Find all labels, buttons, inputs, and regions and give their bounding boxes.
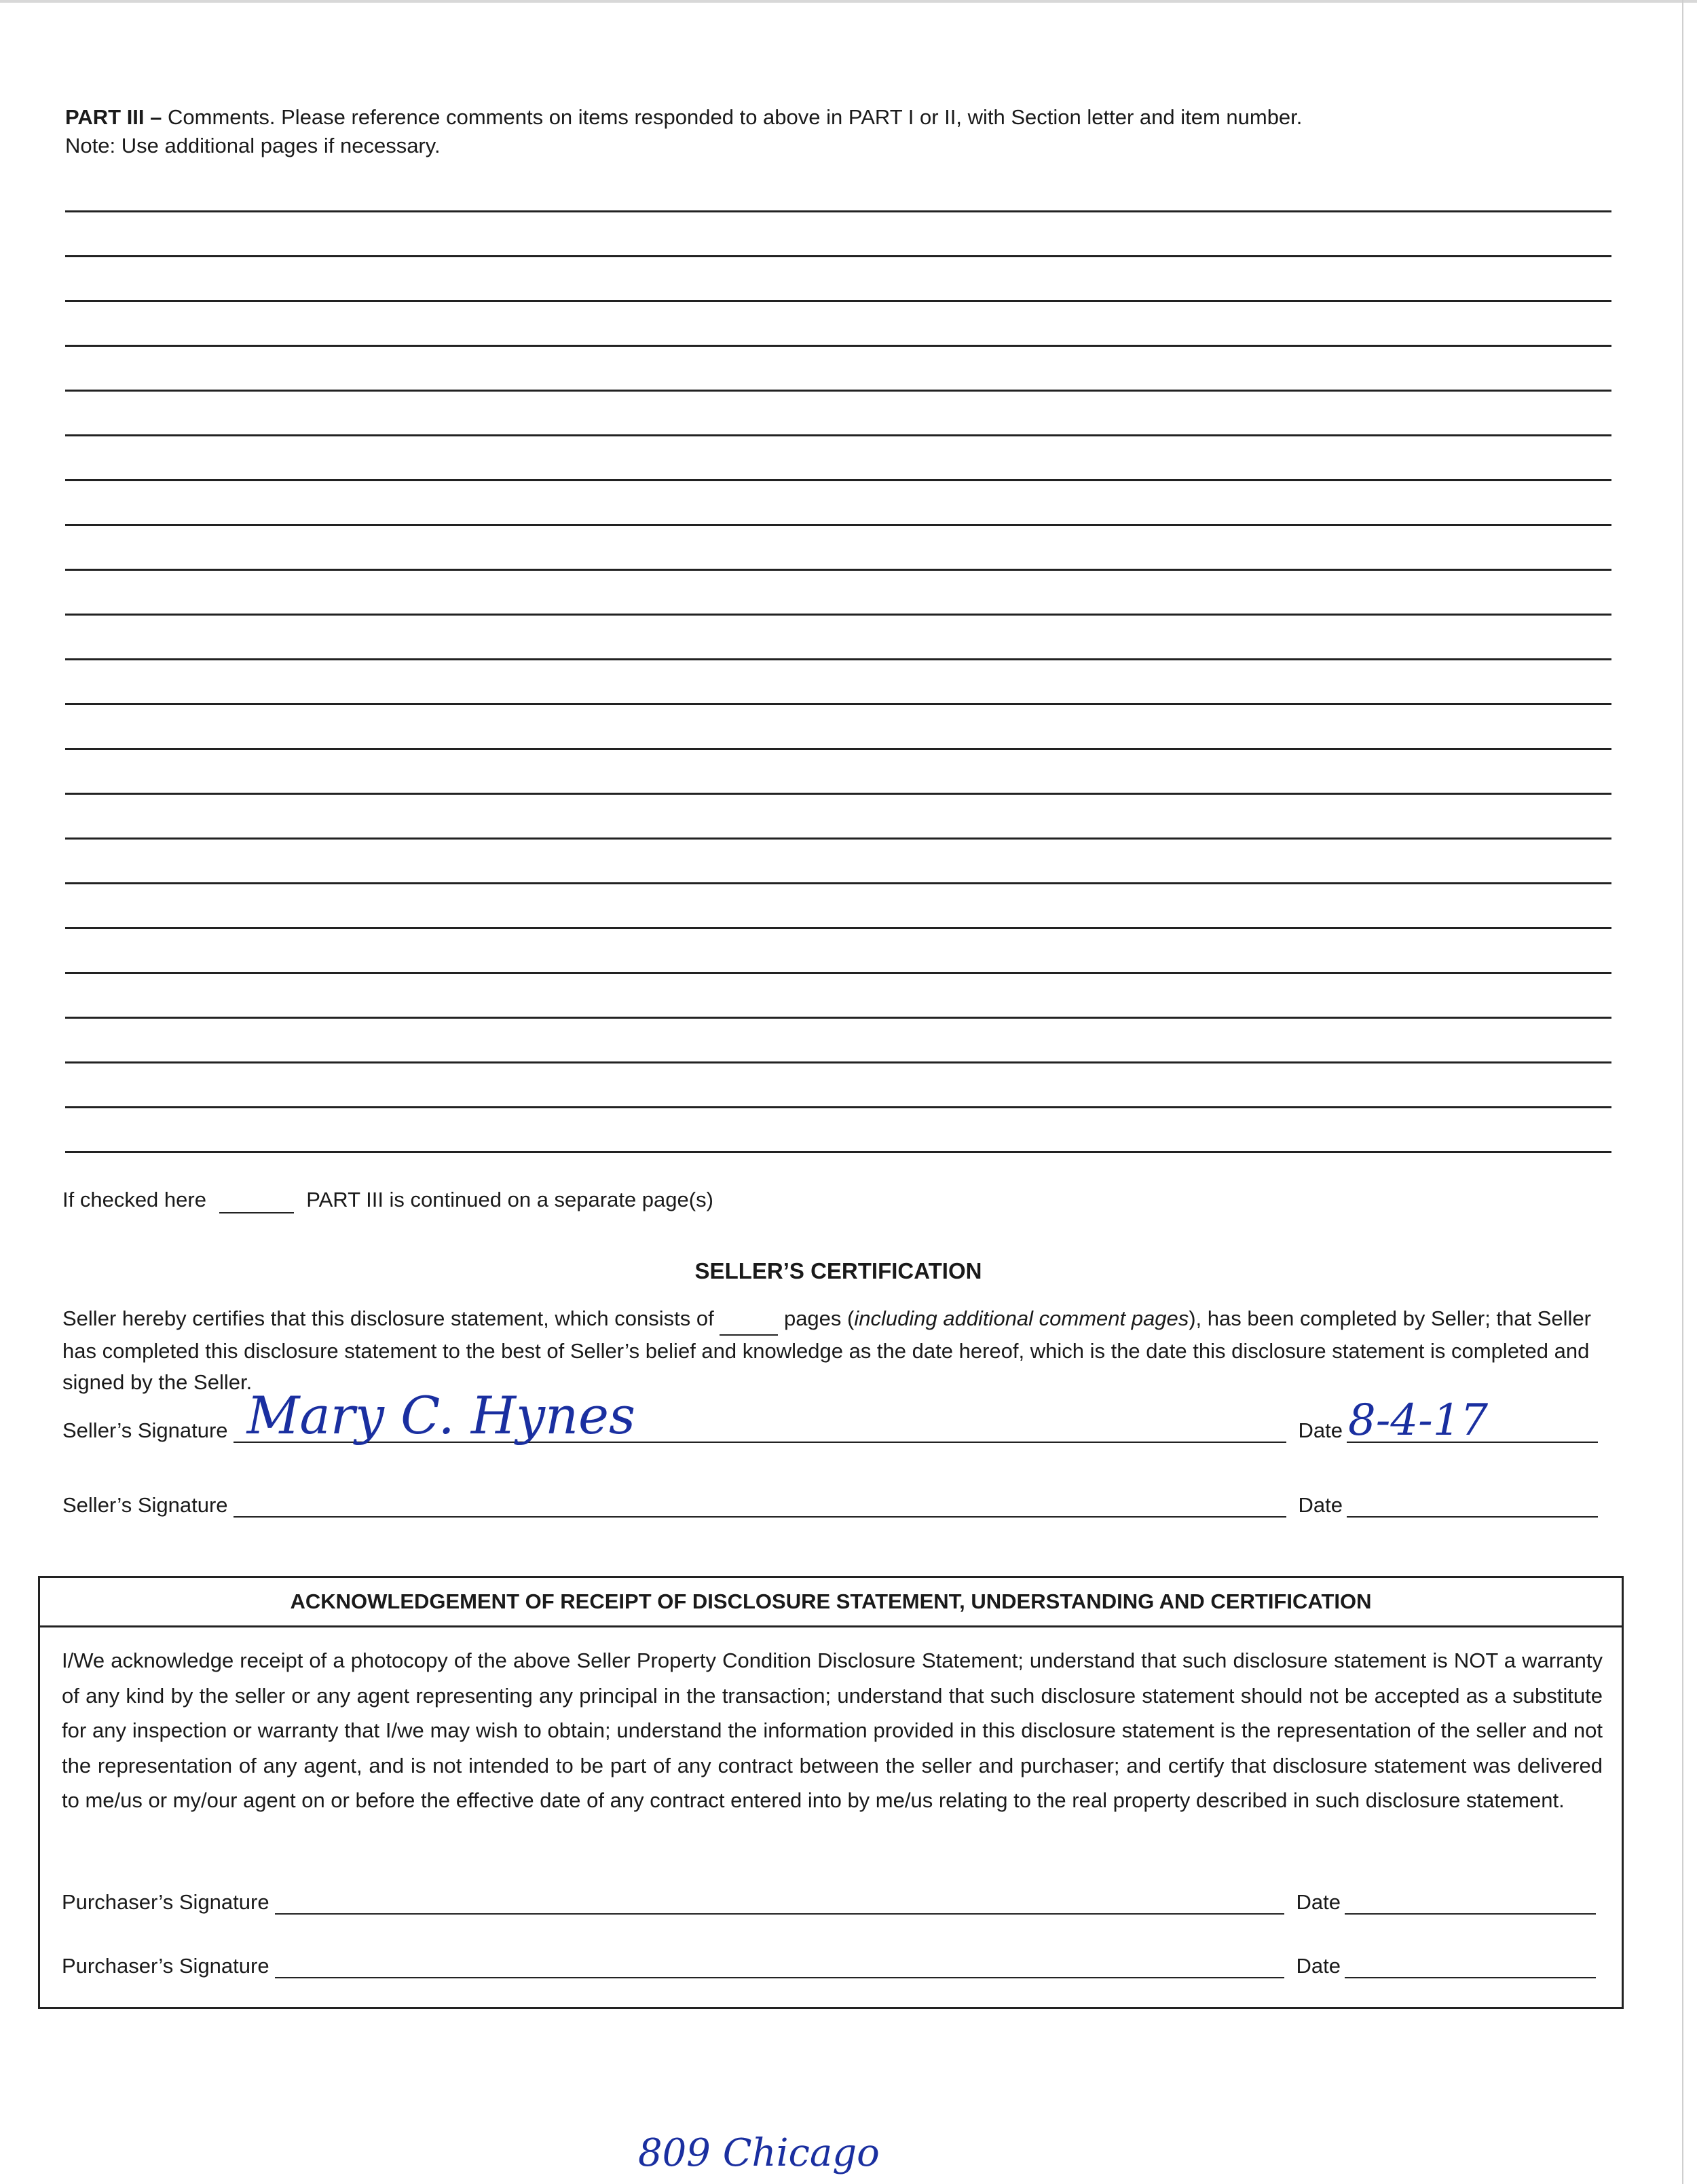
- date-label: Date: [1296, 1954, 1341, 1978]
- comment-line[interactable]: [65, 703, 1611, 705]
- comment-line[interactable]: [65, 972, 1611, 974]
- date-label: Date: [1298, 1418, 1343, 1442]
- seller-signature-row-1: [62, 1385, 1598, 1446]
- date-label: Date: [1296, 1890, 1341, 1914]
- comment-line[interactable]: [65, 345, 1611, 347]
- page-count-blank[interactable]: [720, 1303, 778, 1336]
- comment-line[interactable]: [65, 569, 1611, 571]
- purchaser-signature-row-2: [62, 1954, 1596, 1978]
- comment-line[interactable]: [65, 210, 1611, 212]
- comment-line[interactable]: [65, 390, 1611, 392]
- comment-line[interactable]: [65, 1106, 1611, 1108]
- purchaser-date-line[interactable]: [1345, 1890, 1596, 1915]
- part-iii-note: Note: Use additional pages if necessary.: [65, 134, 441, 157]
- seller-date-line[interactable]: [1347, 1395, 1598, 1446]
- part-iii-label: PART III –: [65, 105, 162, 129]
- cert-text-before: Seller hereby certifies that this disclosure statement, which consists of: [62, 1306, 714, 1330]
- comment-line[interactable]: [65, 1151, 1611, 1153]
- purchaser-signature-label: Purchaser’s Signature: [62, 1954, 269, 1978]
- page-binding-edge: [1682, 0, 1683, 2184]
- purchaser-signature-line[interactable]: [275, 1890, 1284, 1915]
- seller-signature-label: Seller’s Signature: [62, 1493, 228, 1517]
- comment-line[interactable]: [65, 793, 1611, 795]
- comment-line[interactable]: [65, 1061, 1611, 1063]
- comment-line[interactable]: [65, 479, 1611, 481]
- acknowledgement-title: ACKNOWLEDGEMENT OF RECEIPT OF DISCLOSURE STATEMENT, UNDERSTANDING AND CERTIFICATION: [40, 1578, 1622, 1627]
- purchaser-signature-row-1: [62, 1890, 1596, 1915]
- continued-prefix: If checked here: [62, 1188, 206, 1211]
- sellers-certification-text: [62, 1303, 1624, 1398]
- purchaser-signature-line[interactable]: [275, 1954, 1284, 1978]
- sellers-certification-title: SELLER’S CERTIFICATION: [694, 1258, 982, 1283]
- seller-date-handwriting: 8-4-17: [1348, 1395, 1489, 1446]
- date-label: Date: [1298, 1493, 1343, 1517]
- comment-line[interactable]: [65, 882, 1611, 884]
- comment-line[interactable]: [65, 255, 1611, 257]
- seller-signature-handwriting: Mary C. Hynes: [246, 1385, 636, 1446]
- page-edge: [0, 0, 1697, 3]
- comment-line[interactable]: [65, 300, 1611, 302]
- seller-date-line[interactable]: [1347, 1493, 1598, 1518]
- seller-signature-line[interactable]: [234, 1385, 1286, 1446]
- seller-signature-line[interactable]: [234, 1493, 1286, 1518]
- part-iii-header: [65, 103, 1586, 160]
- cert-text-italic: including additional comment pages: [854, 1306, 1189, 1330]
- continued-suffix: PART III is continued on a separate page(s): [306, 1188, 713, 1211]
- comment-line[interactable]: [65, 614, 1611, 616]
- comment-line[interactable]: [65, 748, 1611, 750]
- comment-line[interactable]: [65, 837, 1611, 840]
- comment-line[interactable]: [65, 1017, 1611, 1019]
- continued-row: [62, 1188, 713, 1213]
- purchaser-date-line[interactable]: [1345, 1954, 1596, 1978]
- continued-checkbox-blank[interactable]: [219, 1188, 294, 1213]
- cert-text-pages: pages (: [783, 1306, 855, 1330]
- part-iii-intro: Comments. Please reference comments on items responded to above in PART I or II, with Section letter and item number.: [168, 105, 1303, 129]
- comment-line[interactable]: [65, 658, 1611, 660]
- seller-signature-label: Seller’s Signature: [62, 1418, 228, 1442]
- comment-lines: [65, 210, 1611, 1196]
- acknowledgement-text: I/We acknowledge receipt of a photocopy of the above Seller Property Condition Disclosure Statement; understand that such disclosure statement is NOT a warranty of any kind by the seller or any agent representing any principal in the transaction; understand that such disclosure statement should not be accepted as a substitute for any inspection or warranty that I/we may wish to obtain; understand the information provided in this disclosure statement is the representation of the seller and not the representation of any agent, and is not intended to be part of any contract between the seller and purchaser; and certify that disclosure statement was delivered to me/us or my/our agent on or before the effective date of any contract entered into by me/us relating to the real property described in such disclosure statement.: [62, 1649, 1603, 1812]
- handwritten-address-note: 809 Chicago: [638, 2131, 880, 2175]
- acknowledgement-box: [38, 1576, 1624, 2009]
- comment-line[interactable]: [65, 927, 1611, 929]
- cert-text-after: ), has been completed by Seller; that Seller has completed this disclosure statement to the best of Seller’s belief and knowledge as the date hereof, which is the date this disclosure statement is completed and signed by the Seller.: [62, 1306, 1592, 1394]
- seller-signature-row-2: [62, 1493, 1598, 1518]
- comment-line[interactable]: [65, 434, 1611, 436]
- purchaser-signature-label: Purchaser’s Signature: [62, 1890, 269, 1914]
- comment-line[interactable]: [65, 524, 1611, 526]
